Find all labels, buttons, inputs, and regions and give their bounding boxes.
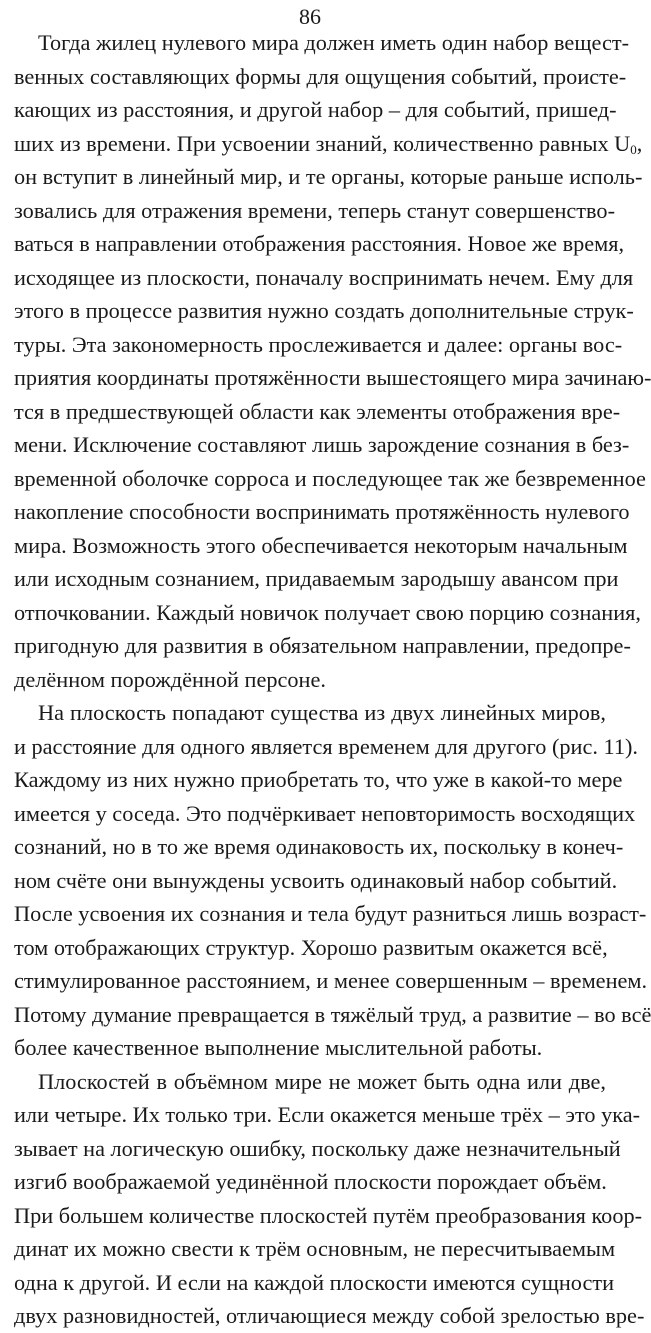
text-line-content: и расстояние для одного является временем для другого (рис. 11). bbox=[14, 733, 638, 759]
text-line-content: После усвоения их сознания и тела будут разниться лишь возраст- bbox=[14, 901, 647, 926]
text-line-content: мира. Возможность этого обеспечивается некоторым начальным bbox=[14, 532, 628, 558]
text-line-content: динат их можно свести к трём основным, не пересчитываемым bbox=[14, 1236, 616, 1261]
text-line bbox=[14, 864, 618, 898]
text-line-content: имеется у соседа. Это подчёркивает неповторимость восходящих bbox=[14, 800, 636, 826]
text-line bbox=[14, 529, 628, 563]
text-line-content: делённом порождённой персоне. bbox=[14, 666, 326, 692]
text-line-content: Тогда жилец нулевого мира должен иметь один набор вещест- bbox=[38, 30, 630, 55]
text-line-content: или исходным сознанием, придаваемым зародышу авансом при bbox=[14, 566, 619, 591]
text-line bbox=[14, 1132, 621, 1166]
text-line bbox=[14, 1098, 641, 1132]
text-line bbox=[14, 1299, 645, 1333]
text-line-content: исходящее из плоскости, поначалу воспринимать нечем. Ему для bbox=[14, 264, 634, 290]
text-line bbox=[14, 361, 651, 395]
text-line-content: мени. Исключение составляют лишь зарождение сознания в без- bbox=[14, 432, 630, 457]
text-line-content: ном счёте они вынуждены усвоить одинаковый набор событий. bbox=[14, 867, 618, 893]
text-line bbox=[14, 160, 643, 194]
text-line-content: или четыре. Их только три. Если окажется меньше трёх – это ука- bbox=[14, 1102, 641, 1127]
text-line-content: этого в процессе развития нужно создать дополнительные струк- bbox=[14, 298, 634, 323]
text-line-content: ваться в направлении отображения расстояния. Новое же время, bbox=[14, 231, 625, 256]
text-line-content: стимулированное расстоянием, и менее совершенным – временем. bbox=[14, 968, 648, 993]
text-line bbox=[14, 1266, 615, 1300]
text-line bbox=[14, 1031, 606, 1065]
text-line-content: отпочковании. Каждый новичок получает свою порцию сознания, bbox=[14, 599, 642, 625]
text-line-content: На плоскость попадают существа из двух линейных миров, bbox=[38, 700, 606, 725]
text-line bbox=[14, 328, 623, 362]
text-line-content: изгиб воображаемой уединённой плоскости порождает объём. bbox=[14, 1169, 607, 1194]
text-line-content: венных составляющих формы для ощущения событий, проистe- bbox=[14, 63, 627, 89]
text-line bbox=[14, 998, 651, 1032]
text-line bbox=[14, 562, 619, 596]
text-line bbox=[14, 1165, 606, 1199]
text-line bbox=[14, 629, 631, 663]
text-line bbox=[14, 194, 616, 228]
text-line-content: том отображающих структур. Хорошо развитым окажется всё, bbox=[14, 934, 608, 960]
text-line-tail: , bbox=[636, 130, 643, 156]
text-line bbox=[14, 696, 606, 730]
text-line bbox=[14, 797, 636, 831]
text-line-content: временной оболочке сорроса и последующее так же безвременное bbox=[14, 465, 646, 491]
text-line bbox=[14, 26, 630, 60]
text-line-content: Плоскостей в объёмном мире не может быть одна или две, bbox=[38, 1068, 606, 1094]
text-line bbox=[14, 261, 634, 295]
text-line-content: приятия координаты протяжённости вышестоящего мира зачинаю- bbox=[14, 365, 651, 390]
text-line-content: кающих из расстояния, и другой набор – для событий, пришед- bbox=[14, 97, 617, 122]
text-line bbox=[14, 730, 638, 764]
text-line-content: двух разновидностей, отличающиеся между собой зрелостью вре- bbox=[14, 1303, 645, 1328]
subscript: 0 bbox=[630, 141, 637, 157]
text-line bbox=[14, 763, 623, 797]
text-line-content: сознаний, но в то же время одинаковость их, поскольку в конеч- bbox=[14, 834, 624, 859]
text-line bbox=[14, 93, 617, 127]
text-line bbox=[14, 227, 625, 261]
text-line bbox=[14, 1232, 616, 1266]
text-line bbox=[14, 428, 630, 462]
text-line-content: зывает на логическую ошибку, поскольку даже незначительный bbox=[14, 1135, 621, 1161]
text-line bbox=[14, 964, 648, 998]
book-page bbox=[14, 0, 651, 1328]
text-line-content: туры. Эта закономерность прослеживается и далее: органы вос- bbox=[14, 331, 623, 357]
text-line bbox=[14, 663, 606, 697]
text-body bbox=[14, 26, 651, 1333]
text-line bbox=[14, 1065, 606, 1099]
text-line bbox=[14, 127, 643, 161]
text-line-content: Потому думание превращается в тяжёлый труд, а развитие – во всё bbox=[14, 1001, 651, 1027]
text-line bbox=[14, 60, 627, 94]
page-number: 86 bbox=[299, 4, 321, 29]
text-line-content: более качественное выполнение мыслительной работы. bbox=[14, 1035, 543, 1060]
text-line-content: ших из времени. При усвоении знаний, количественно равных U bbox=[14, 130, 631, 156]
text-line bbox=[14, 294, 634, 328]
text-line-content: тся в предшествующей области как элементы отображения вре- bbox=[14, 398, 621, 424]
text-line bbox=[14, 897, 647, 931]
text-line-content: Каждому из них нужно приобретать то, что уже в какой-то мере bbox=[14, 767, 623, 792]
text-line bbox=[14, 395, 621, 429]
text-line-content: он вступит в линейный мир, и те органы, которые раньше исполь- bbox=[14, 164, 643, 189]
text-line bbox=[14, 1199, 643, 1233]
text-line-content: При большем количестве плоскостей путём преобразования коор- bbox=[14, 1202, 643, 1228]
text-line bbox=[14, 931, 606, 965]
text-line bbox=[14, 830, 624, 864]
text-line-content: одна к другой. И если на каждой плоскости имеются сущности bbox=[14, 1269, 615, 1295]
text-line bbox=[14, 462, 646, 496]
text-line-content: накопление способности воспринимать протяжённость нулевого bbox=[14, 499, 630, 524]
text-line-content: зовались для отражения времени, теперь станут совершенство- bbox=[14, 197, 616, 223]
text-line bbox=[14, 495, 630, 529]
text-line bbox=[14, 596, 642, 630]
text-line-content: пригодную для развития в обязательном направлении, предопре- bbox=[14, 633, 631, 658]
